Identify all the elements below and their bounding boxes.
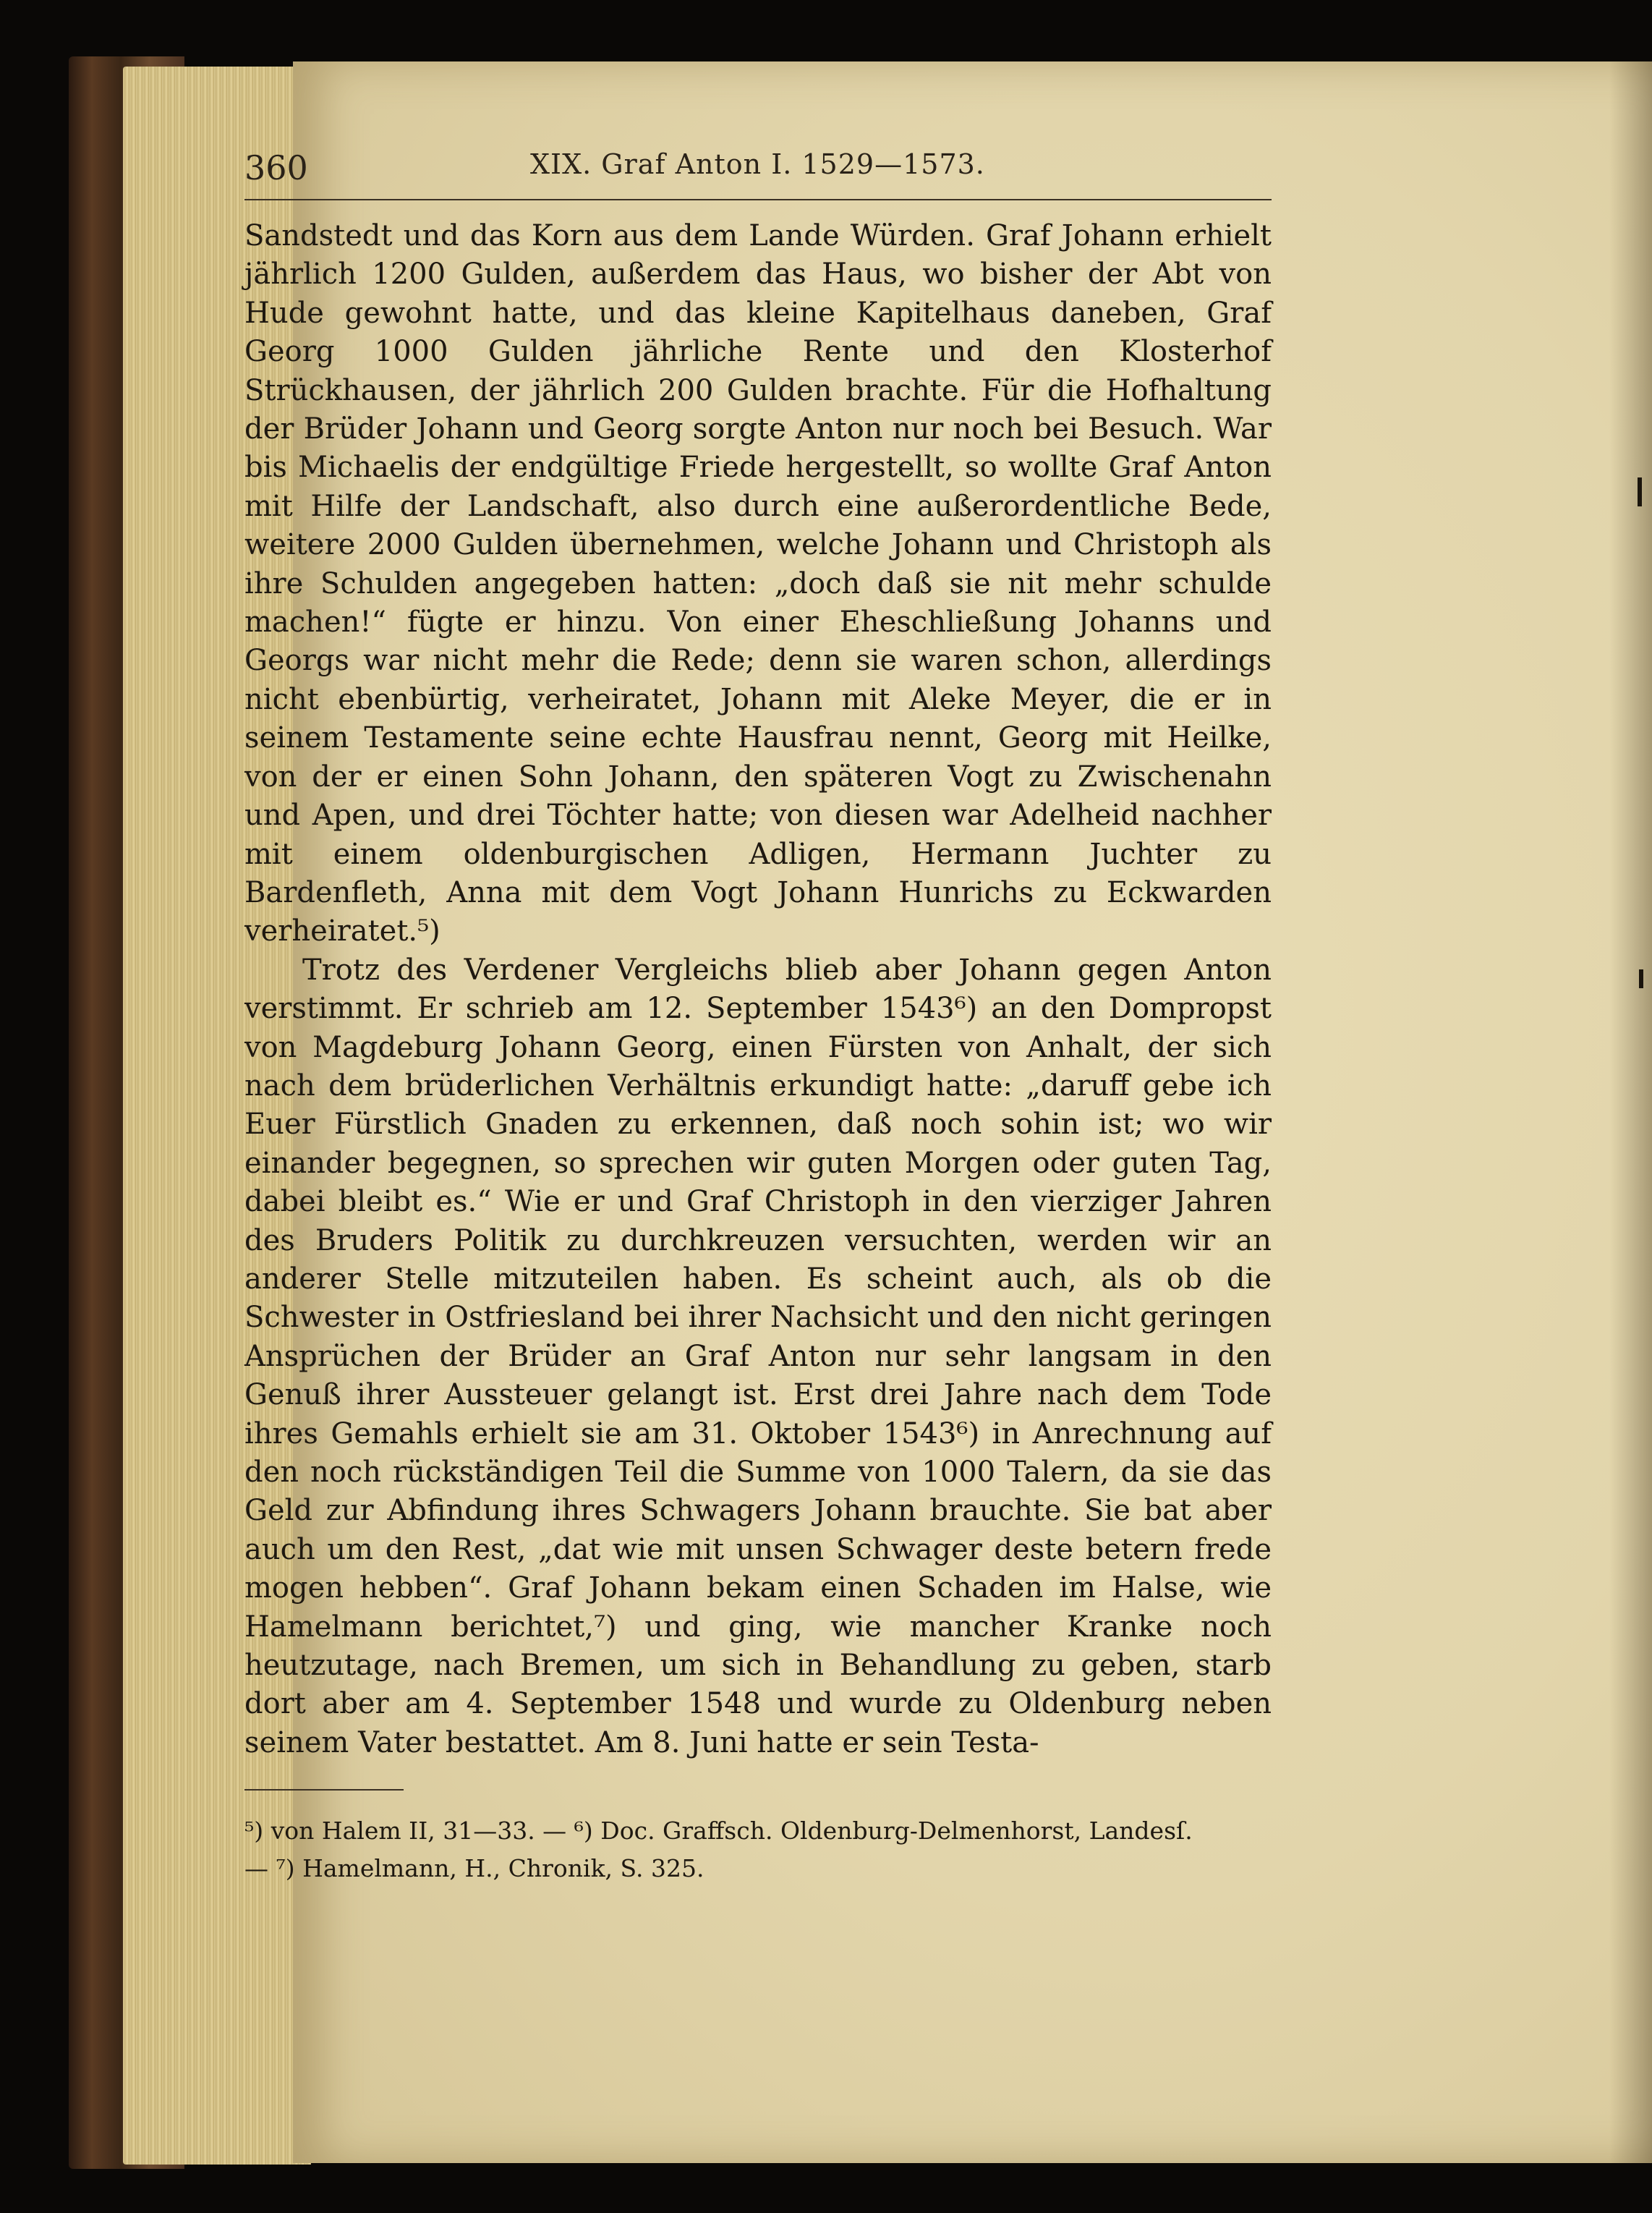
margin-mark (1639, 969, 1643, 988)
footnote-rule (244, 1789, 404, 1791)
margin-mark (1638, 477, 1642, 506)
body-text (244, 217, 1272, 1762)
footnotes (244, 1812, 1272, 1887)
header-rule (244, 199, 1272, 200)
page-header (244, 148, 1272, 206)
paragraph: Sandstedt und das Korn aus dem Lande Würden. Graf Johann erhielt jährlich 1200 Gulden, außerdem das Haus, wo bisher der Abt von Hude gewohnt hatte, und das kleine Kapitelhaus daneben, Graf Georg 1000 Gulden jährliche Rente und den Klosterhof Strückhausen, der jährlich 200 Gulden brachte. Für die Hofhaltung der Brüder Johann und Georg sorgte Anton nur noch bei Besuch. War bis Michaelis der endgültige Friede hergestellt, so wollte Graf Anton mit Hilfe der Landschaft, also durch eine außerordentliche Bede, weitere 2000 Gulden übernehmen, welche Johann und Christoph als ihre Schulden angegeben hatten: „doch daß sie nit mehr schulde machen!“ fügte er hinzu. Von einer Eheschließung Johanns und Georgs war nicht mehr die Rede; denn sie waren schon, allerdings nicht ebenbürtig, verheiratet, Johann mit Aleke Meyer, die er in seinem Testamente seine echte Hausfrau nennt, Georg mit Heilke, von der er einen Sohn Johann, den späteren Vogt zu Zwischenahn und Apen, und drei Töchter hatte; von diesen war Adelheid nachher mit einem oldenburgischen Adligen, Hermann Juchter zu Bardenfleth, Anna mit dem Vogt Johann Hunrichs zu Eckwarden verheiratet.⁵) (244, 219, 1272, 948)
page-number: 360 (244, 148, 308, 187)
running-head: XIX. Graf Anton I. 1529—1573. (530, 148, 985, 180)
footnote: ⁵) von Halem II, 31—33. — ⁶) Doc. Graffsch. Oldenburg-Delmenhorst, Landesſ. (244, 1817, 1193, 1845)
page-shadow (1609, 61, 1652, 2163)
footnote: — ⁷) Hamelmann, H., Chronik, S. 325. (244, 1854, 704, 1882)
paragraph: Trotz des Verdener Vergleichs blieb aber Johann gegen Anton verstimmt. Er schrieb am 12. September 1543⁶) an den Dompropst von Magdeburg Johann Georg, einen Fürsten von Anhalt, der sich nach dem brüderlichen Verhältnis erkundigt hatte: „daruff gebe ich Euer Fürstlich Gnaden zu erkennen, daß noch sohin ist; wo wir einander begegnen, so sprechen wir guten Morgen oder guten Tag, dabei bleibt es.“ Wie er und Graf Christoph in den vierziger Jahren des Bruders Politik zu durchkreuzen versuchten, werden wir an anderer Stelle mitzuteilen haben. Es scheint auch, als ob die Schwester in Ostfriesland bei ihrer Nachsicht und den nicht geringen Ansprüchen der Brüder an Graf Anton nur sehr langsam in den Genuß ihrer Aussteuer gelangt ist. Erst drei Jahre nach dem Tode ihres Gemahls erhielt sie am 31. Oktober 1543⁶) in Anrechnung auf den noch rückständigen Teil die Summe von 1000 Talern, da sie das Geld zur Abfindung ihres Schwagers Johann brauchte. Sie bat aber auch um den Rest, „dat wie mit unsen Schwager deste betern frede mogen hebben“. Graf Johann bekam einen Schaden im Halse, wie Hamelmann berichtet,⁷) und ging, wie mancher Kranke noch heutzutage, nach Bremen, um sich in Behandlung zu geben, starb dort aber am 4. September 1548 und wurde zu Oldenburg neben seinem Vater bestattet. Am 8. Juni hatte er sein Testa- (244, 953, 1272, 1759)
